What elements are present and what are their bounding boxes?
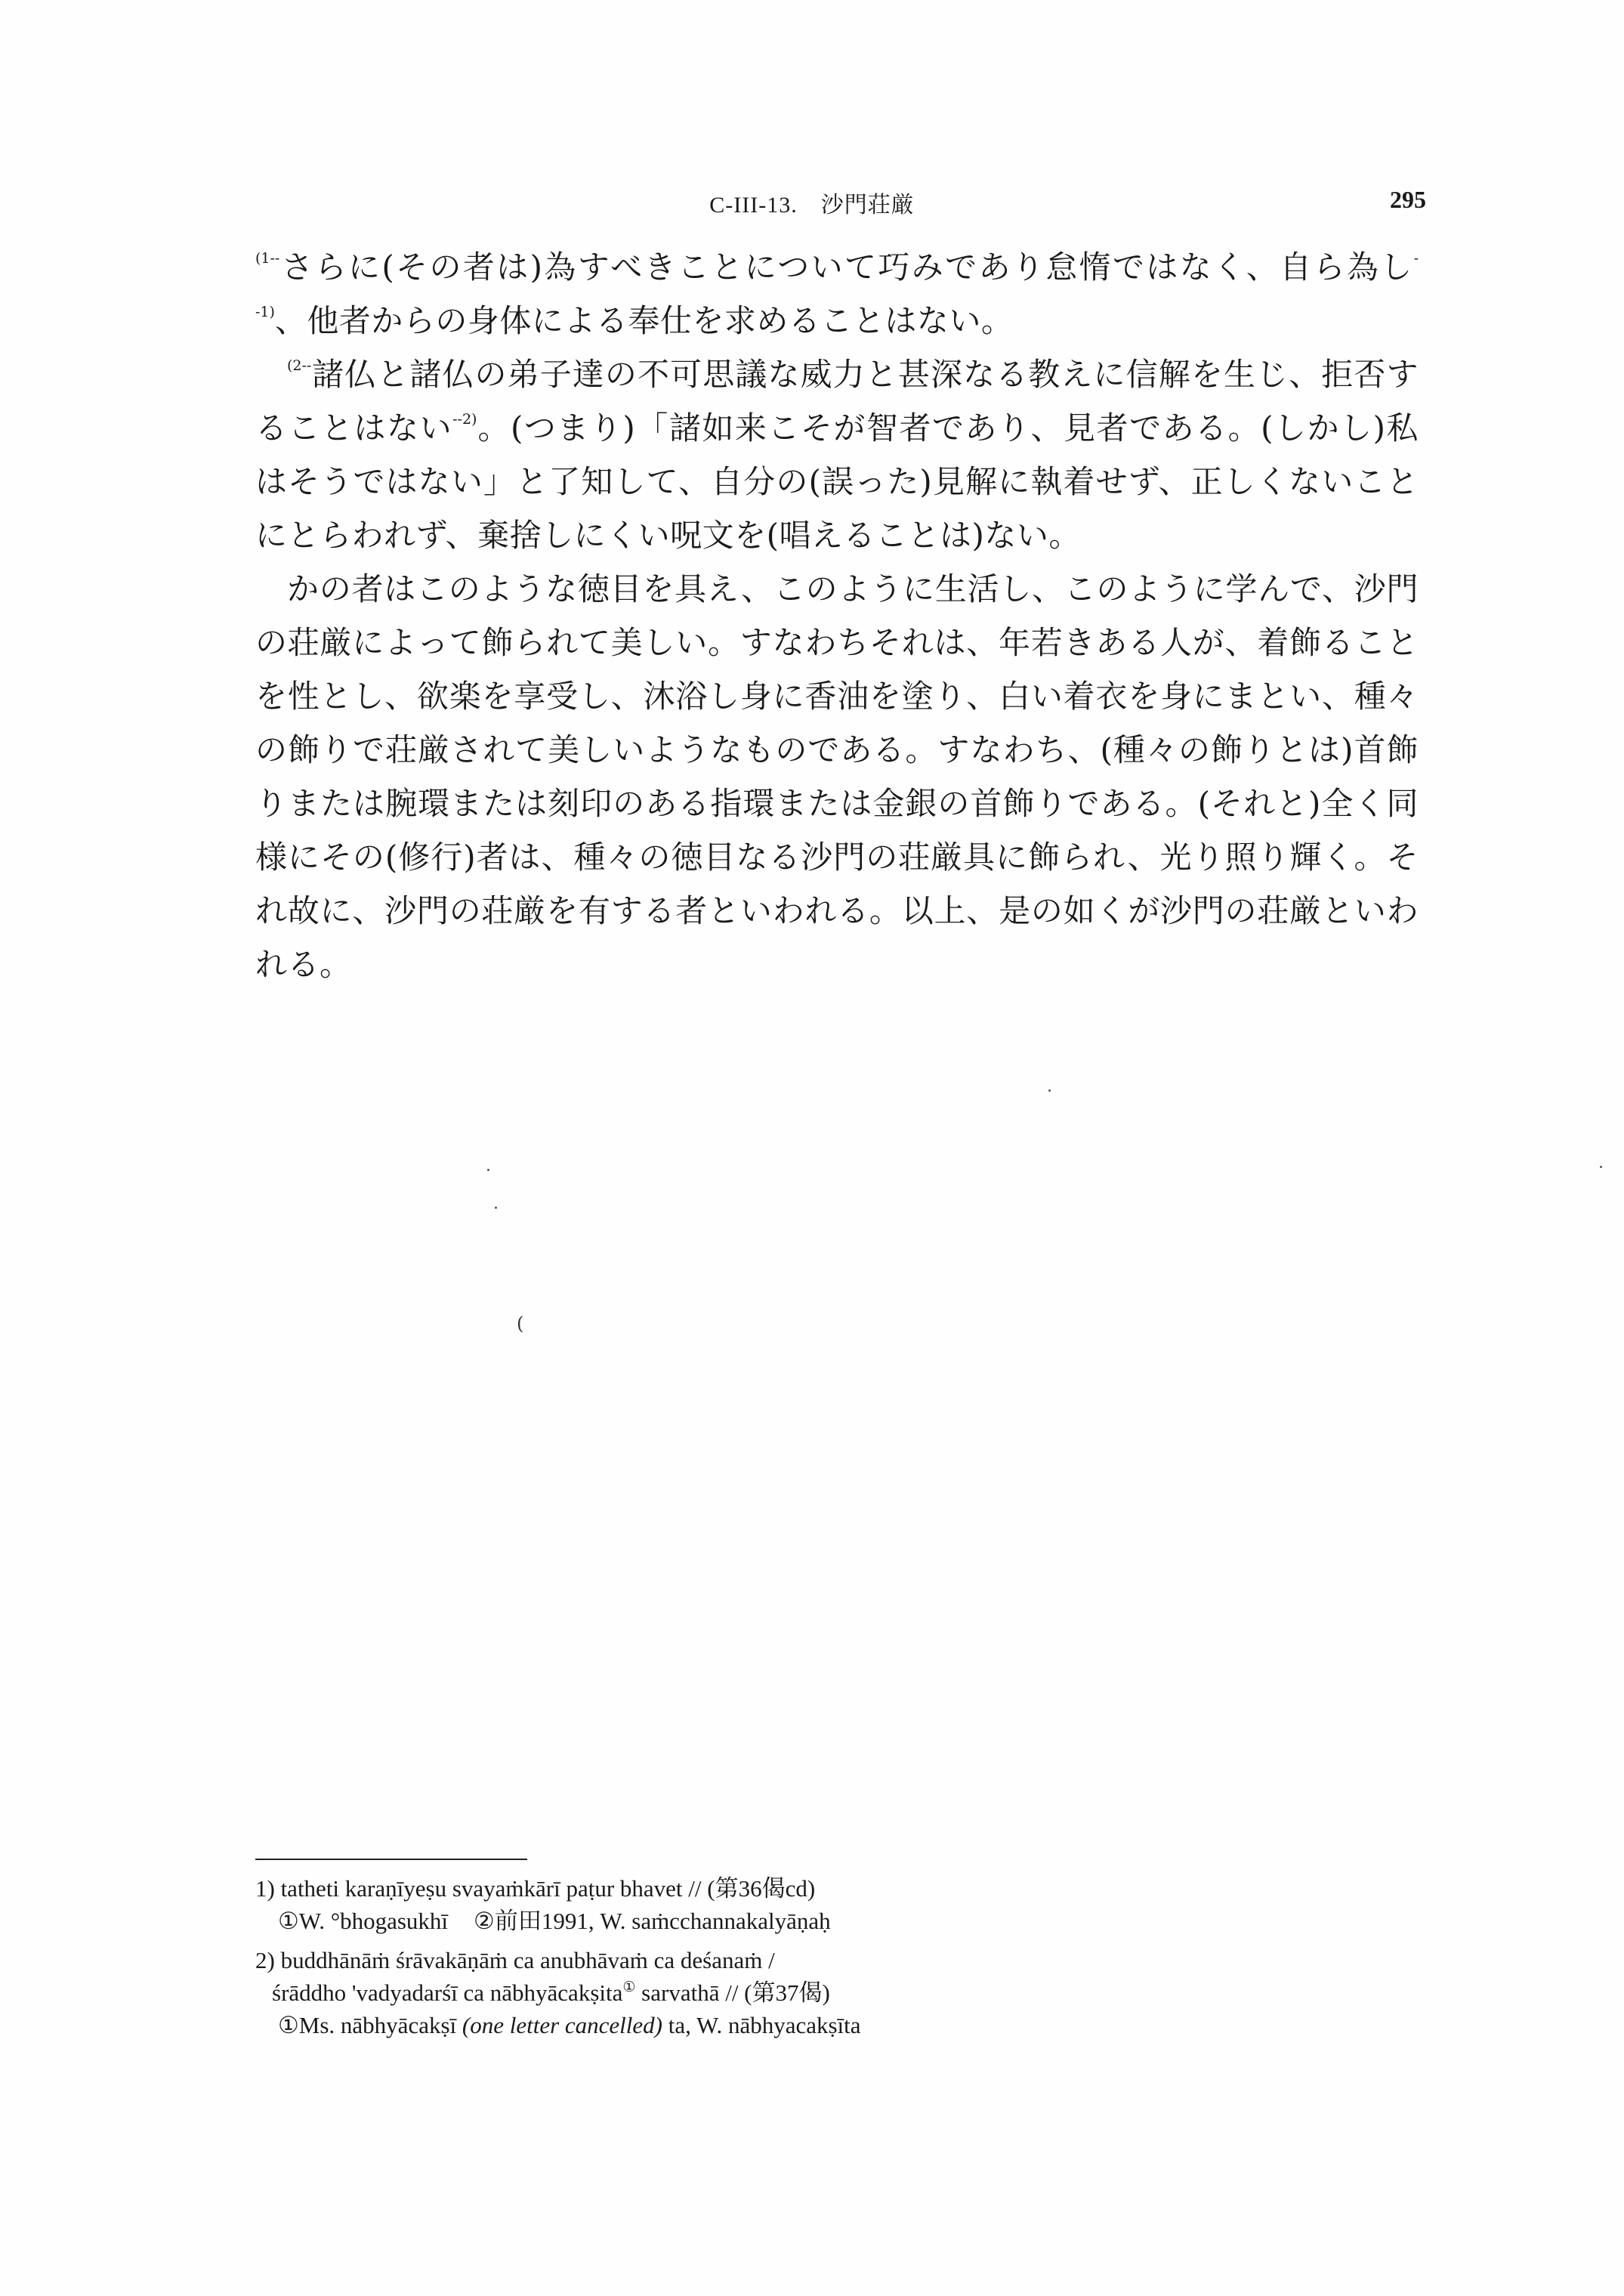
- scan-speck: [1600, 1166, 1602, 1168]
- footnote-1: [255, 1872, 1388, 1937]
- footnote-2-note: [255, 2009, 1388, 2041]
- scan-speck: [495, 1207, 497, 1209]
- marker-close-1: --1): [255, 250, 1419, 320]
- page-number: 295: [1390, 186, 1426, 213]
- footnote-2-note-marker: ①: [622, 1979, 636, 1995]
- paragraph-2-text-b: 。(つまり)「諸如来こそが智者であり、見者である。(しかし)私はそうではない」と了知して、自分の(誤った)見解に執着せず、正しくないことにとらわれず、棄捨しにくい呪文を(唱えることは)ない。: [255, 409, 1419, 554]
- stray-mark: (: [517, 1313, 524, 1334]
- marker-open-1: (1--: [255, 250, 280, 267]
- marker-open-2: (2--: [287, 357, 312, 374]
- footnote-2-note-b: ta, W. nābhyacakṣīta: [662, 2012, 861, 2038]
- footnote-1-notes: [255, 1905, 1388, 1937]
- footnote-rule: [255, 1859, 527, 1860]
- footnote-2: [255, 1944, 1388, 2041]
- footnote-2-line-2-b: sarvathā // (第37偈): [635, 1979, 830, 2006]
- footnote-1-note-a: ①W. °bhogasukhī: [278, 1908, 449, 1934]
- footnote-2-line-2-a: śrāddho 'vadyadarśī ca nābhyācakṣita: [272, 1979, 623, 2006]
- paragraph-1-text-b: 、他者からの身体による奉仕を求めることはない。: [274, 302, 1014, 339]
- paragraph-2-text-a: 諸仏と諸仏の弟子達の不可思議な威力と甚深なる教えに信解を生じ、拒否することはない: [255, 356, 1419, 447]
- main-text: [255, 240, 1419, 991]
- paragraph-3: かの者はこのような徳目を具え、このように生活し、このように学んで、沙門の荘厳によって飾られて美しい。すなわちそれは、年若きある人が、着飾ることを性とし、欲楽を享受し、沐浴し身に香油を塗り、白い着衣を身にまとい、種々の飾りで荘厳されて美しいようなものである。すなわち、(種々の飾りとは)首飾りまたは腕環または刻印のある指環または金銀の首飾りである。(それと)全く同様にその(修行)者は、種々の徳目なる沙門の荘厳具に飾られ、光り照り輝く。それ故に、沙門の荘厳を有する者といわれる。以上、是の如くが沙門の荘厳といわれる。: [255, 570, 1419, 983]
- scan-speck: [487, 1169, 489, 1171]
- footnote-2-verse-line-1: 2) buddhānāṁ śrāvakāṇāṁ ca anubhāvaṁ ca deśanaṁ /: [255, 1947, 775, 1973]
- paragraph-2: [255, 348, 1419, 562]
- footnote-2-verse-line-2: [255, 1976, 1388, 2009]
- scan-speck: [1048, 1089, 1051, 1092]
- marker-close-2: --2): [452, 411, 477, 428]
- footnote-2-note-italic: (one letter cancelled): [462, 2012, 662, 2038]
- paragraph-1: [255, 240, 1419, 348]
- paragraph-1-text-a: さらに(その者は)為すべきことについて巧みであり怠惰ではなく、自ら為し: [279, 249, 1414, 286]
- footnotes: [255, 1872, 1388, 2048]
- running-header-title: C-III-13. 沙門荘厳: [709, 193, 915, 218]
- footnote-1-note-b: ②前田1991, W. saṁcchannakalyāṇaḥ: [474, 1908, 831, 1934]
- footnote-2-note-a: ①Ms. nābhyācakṣī: [278, 2012, 462, 2038]
- footnote-1-verse: 1) tatheti karaṇīyeṣu svayaṁkārī paṭur bhavet // (第36偈cd): [255, 1875, 816, 1902]
